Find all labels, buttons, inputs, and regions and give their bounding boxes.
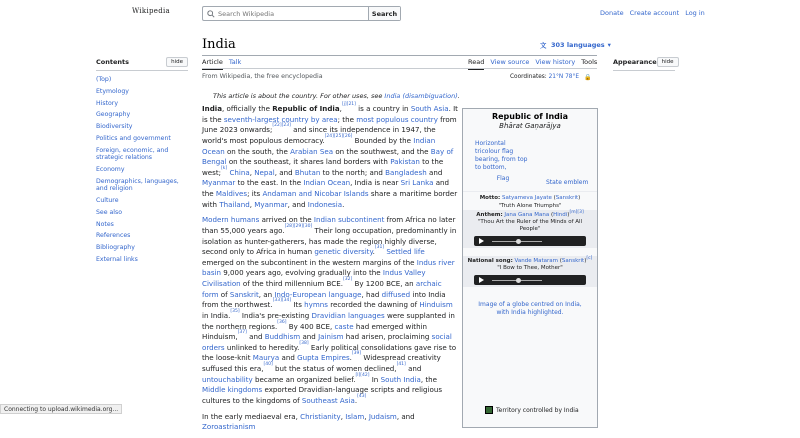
map-legend <box>485 406 579 414</box>
lock-icon[interactable]: 🔒 <box>584 74 592 81</box>
languages-label: 303 languages <box>551 41 605 49</box>
page-title: India <box>202 37 236 52</box>
flag-image[interactable] <box>475 140 531 183</box>
national-song-translation: "I Bow to Thee, Mother" <box>497 265 563 271</box>
toc-item-politics[interactable]: Politics and government <box>96 134 171 142</box>
infobox-motto: Motto: Satyameva Jayate (Sanskrit) "Truth Alone Triumphs" <box>463 191 597 210</box>
appearance-title: Appearance <box>613 58 657 66</box>
infobox-native-name: Bhārat Gaṇarājya <box>499 122 561 130</box>
table-of-contents <box>96 57 188 268</box>
toc-item-foreign-relations[interactable]: Foreign, economic, and strategic relations <box>96 146 169 162</box>
disambiguation-link[interactable]: India (disambiguation) <box>384 92 458 100</box>
state-emblem-link[interactable]: State emblem <box>546 179 589 186</box>
tagline: From Wikipedia, the free encyclopedia <box>202 73 323 80</box>
tab-article[interactable]: Article <box>202 58 223 70</box>
create-account-link[interactable]: Create account <box>629 9 680 17</box>
toc-item-economy[interactable]: Economy <box>96 165 125 173</box>
toc-item-geography[interactable]: Geography <box>96 111 131 119</box>
tab-tools[interactable]: Tools <box>581 58 598 66</box>
globe-image[interactable]: Image of a globe centred on India, with India highlighted. <box>478 301 582 316</box>
anthem-translation: "Thou Art the Ruler of the Minds of All People" <box>477 219 583 232</box>
coordinates-label: Coordinates: <box>510 74 547 80</box>
toc-item-notes[interactable]: Notes <box>96 220 114 228</box>
toc-item-demographics[interactable]: Demographics, languages, and religion <box>96 177 179 193</box>
paragraph-medieval: In the early mediaeval era, Christianity, Islam, Judaism, and Zoroastrianism <box>202 411 415 432</box>
search-box <box>202 6 401 21</box>
toc-list <box>96 76 188 263</box>
appearance-hide-button[interactable]: hide <box>657 57 679 67</box>
anthem-audio-player[interactable] <box>474 236 586 246</box>
paragraph-lead: India, officially the Republic of India,[j][21] is a country in South Asia. It is the seventh-largest country by area; the most populous country from June 2023 onwards;[22][23] and since its independence in 1947, the world's most populous democracy.[24][25][26] Bounded by the Indian Ocean on the south, the Arabian Sea on the southwest, and the Bay of Bengal on the southeast, it shares land borders with Pakistan to the west;[k] China, Nepal, and Bhutan to the north; and Bangladesh and Myanmar to the east. In the Indian Ocean, India is near Sri Lanka and the Maldives; its Andaman and Nicobar Islands share a maritime border with Thailand, Myanmar, and Indonesia. <box>202 102 458 209</box>
anthem-lang-link[interactable]: Hindi <box>553 212 568 218</box>
hatnote-text: This article is about the country. For other uses, see <box>213 92 385 100</box>
coordinates-value[interactable]: 21°N 78°E <box>548 74 580 80</box>
page-tools-icons <box>584 74 591 81</box>
chevron-down-icon: ▾ <box>607 41 611 49</box>
motto-link[interactable]: Satyameva Jayate <box>501 195 552 201</box>
languages-button[interactable] <box>540 41 611 49</box>
national-song-lang-link[interactable]: Sanskrit <box>561 258 585 264</box>
motto-label: Motto: <box>479 195 501 201</box>
toc-item-see-also[interactable]: See also <box>96 208 123 216</box>
title-divider <box>202 55 597 56</box>
hatnote <box>213 92 460 100</box>
tabs-divider <box>202 68 597 69</box>
national-song-link[interactable]: Vande Mataram <box>514 258 558 264</box>
login-link[interactable]: Log in <box>685 9 705 17</box>
user-links <box>600 9 705 17</box>
motto-translation: "Truth Alone Triumphs" <box>498 203 562 209</box>
hatnote-end: . <box>457 92 460 100</box>
svg-text:文: 文 <box>540 41 547 50</box>
toc-item-etymology[interactable]: Etymology <box>96 87 129 95</box>
article-body <box>202 104 458 438</box>
national-song-label: National song: <box>467 258 513 264</box>
toc-item-top[interactable]: (Top) <box>96 76 112 83</box>
toc-item-external-links[interactable]: External links <box>96 255 138 263</box>
donate-link[interactable]: Donate <box>600 9 624 17</box>
audio-seek-handle[interactable] <box>516 278 521 283</box>
anthem-label: Anthem: <box>476 212 503 218</box>
flag-alt-text: Horizontal tricolour flag bearing, from top to bottom, <box>475 140 528 171</box>
play-icon[interactable] <box>479 238 484 244</box>
browser-status-bar: Connecting to upload.wikimedia.org... <box>0 404 122 414</box>
national-song-audio-player[interactable] <box>474 275 586 285</box>
tab-read[interactable]: Read <box>468 58 484 70</box>
infobox <box>462 108 598 428</box>
anthem-link[interactable]: Jana Gana Mana <box>504 212 550 218</box>
flag-link[interactable]: Flag <box>496 175 510 182</box>
infobox-national-song: National song: Vande Mataram (Sanskrit)[c] "I Bow to Thee, Mother" <box>463 256 597 287</box>
legend-swatch <box>485 406 493 414</box>
tab-view-history[interactable]: View history <box>535 58 576 66</box>
tab-view-source[interactable]: View source <box>490 58 530 66</box>
toc-item-biodiversity[interactable]: Biodiversity <box>96 123 133 131</box>
toc-item-history[interactable]: History <box>96 99 119 107</box>
paragraph-history: Modern humans arrived on the Indian subcontinent from Africa no later than 55,000 years ago.[28][29][30] Their long occupation, predominantly in isolation as hunter-gatherers, has made the region highly diverse, second only to Africa in human genetic diversity.[31] Settled life emerged on the subcontinent in the western margins of the Indus river basin 9,000 years ago, evolving gradually into the Indus Valley Civilisation of the third millennium BCE.[32] By 1200 BCE, an archaic form of Sanskrit, an Indo-European language, had diffused into India from the northwest.[33][34] Its hymns recorded the dawning of Hinduism in India.[35] India's pre-existing Dravidian languages were supplanted in the northern regions.[36] By 400 BCE, caste had emerged within Hinduism,[37] and Buddhism and Jainism had arisen, proclaiming social orders unlinked to heredity.[38] Early political consolidations gave rise to the loose-knit Maurya and Gupta Empires.[39] Widespread creativity suffused this era,[40] but the status of women declined,[41] and untouchability became an organized belief.[l][42] In South India, the Middle kingdoms exported Dravidian-language scripts and religious cultures to the kingdoms of Southeast Asia.[43] <box>202 215 457 405</box>
wikipedia-logo[interactable]: Wikipedia <box>132 7 171 15</box>
coordinates[interactable] <box>510 74 579 80</box>
search-button[interactable]: Search <box>368 7 400 20</box>
toc-hide-button[interactable]: hide <box>166 57 188 67</box>
toc-item-references[interactable]: References <box>96 232 131 240</box>
toc-item-bibliography[interactable]: Bibliography <box>96 244 135 252</box>
appearance-panel <box>613 57 675 71</box>
toc-header <box>96 57 188 71</box>
toc-title: Contents <box>96 58 129 66</box>
motto-lang-link[interactable]: Sanskrit <box>555 195 579 201</box>
play-icon[interactable] <box>479 277 484 283</box>
infobox-anthem: Anthem: Jana Gana Mana (Hindi)[m][3] "Thou Art the Ruler of the Minds of All People" <box>463 210 597 248</box>
language-icon <box>540 41 548 49</box>
infobox-title: Republic of India <box>491 112 569 121</box>
legend-label: Territory controlled by India <box>496 406 579 414</box>
audio-seek-handle[interactable] <box>516 239 521 244</box>
toc-item-culture[interactable]: Culture <box>96 196 119 204</box>
tab-talk[interactable]: Talk <box>228 58 242 66</box>
search-input[interactable] <box>203 7 368 20</box>
